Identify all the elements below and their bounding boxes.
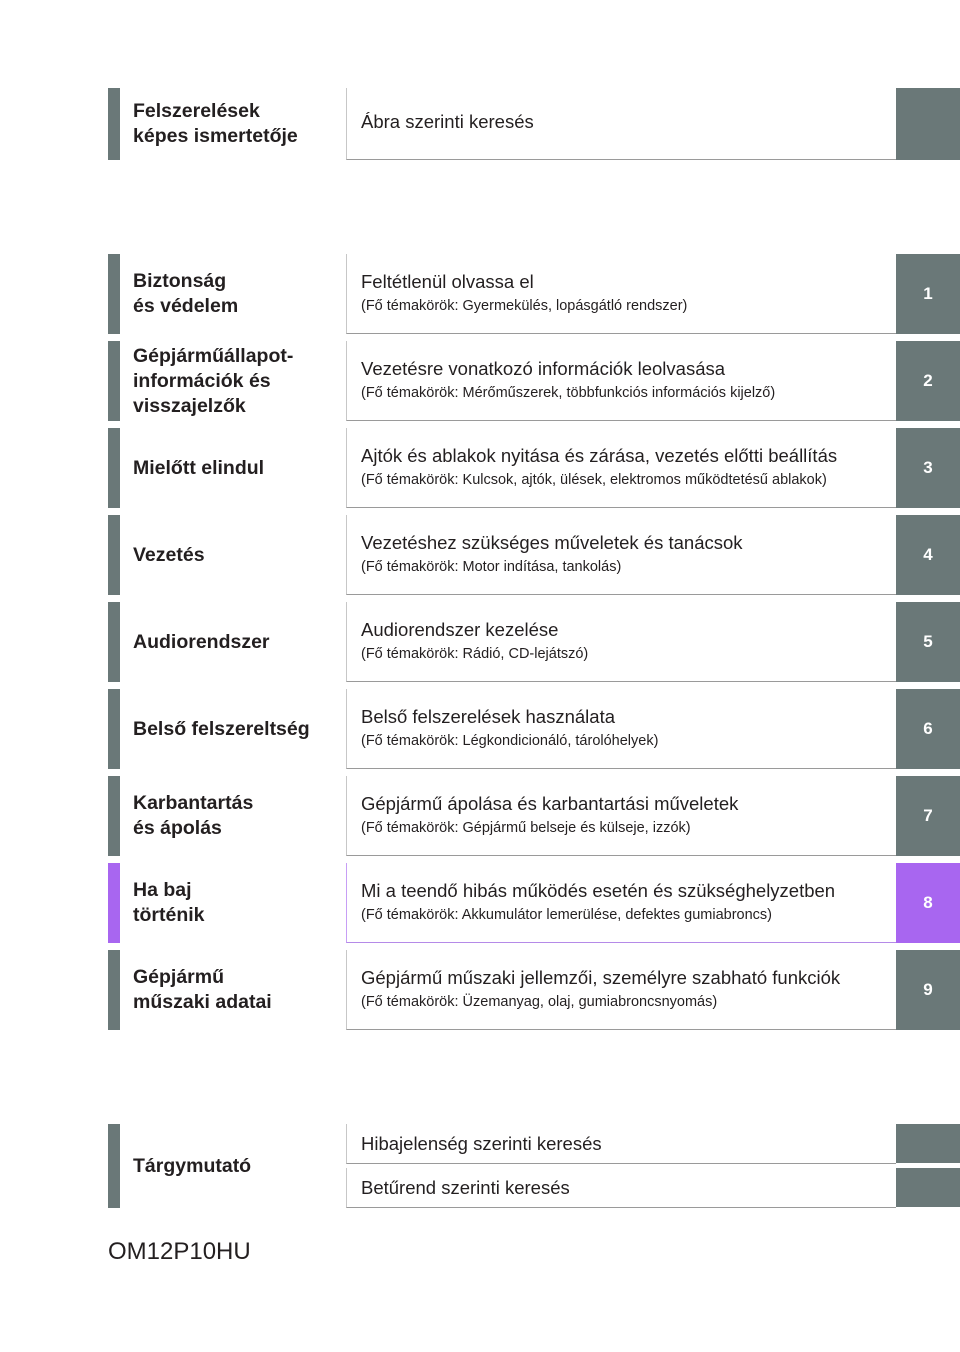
chapter-row-3[interactable] xyxy=(0,428,960,508)
chapter-label: Gépjárműállapot- információk és visszajelzők xyxy=(133,344,294,417)
chapter-row-7[interactable] xyxy=(0,776,960,856)
chapter-content[interactable] xyxy=(346,341,896,421)
chapter-topics: (Fő témakörök: Mérőműszerek, többfunkciós információs kijelző) xyxy=(361,384,776,401)
chapter-content[interactable] xyxy=(346,602,896,682)
section-bar xyxy=(108,428,120,508)
chapter-label: Vezetés xyxy=(133,543,205,566)
chapter-row-8[interactable] xyxy=(0,863,960,943)
chapter-content[interactable] xyxy=(346,515,896,595)
chapter-content[interactable] xyxy=(346,950,896,1030)
chapter-content[interactable] xyxy=(346,254,896,334)
chapter-title: Gépjármű ápolása és karbantartási műveletek xyxy=(361,792,739,814)
index-item-alphabetical-search[interactable]: Betűrend szerinti keresés xyxy=(346,1168,896,1208)
chapter-topics: (Fő témakörök: Gyermekülés, lopásgátló rendszer) xyxy=(361,297,688,314)
chapter-title: Belső felszerelések használata xyxy=(361,705,616,727)
picture-index-label: Felszerelések képes ismertetője xyxy=(133,100,298,147)
chapter-title: Feltétlenül olvassa el xyxy=(361,270,534,292)
index-item-symptom-search[interactable]: Hibajelenség szerinti keresés xyxy=(346,1124,896,1164)
chapter-tab-7[interactable]: 7 xyxy=(896,776,960,856)
chapter-label: Biztonság és védelem xyxy=(133,270,239,317)
chapter-row-4[interactable] xyxy=(0,515,960,595)
chapter-topics: (Fő témakörök: Motor indítása, tankolás) xyxy=(361,558,622,575)
section-bar xyxy=(108,950,120,1030)
section-bar xyxy=(108,254,120,334)
section-bar xyxy=(108,341,120,421)
chapter-label: Ha baj történik xyxy=(133,879,205,926)
chapter-title: Mi a teendő hibás működés esetén és szükséghelyzetben xyxy=(361,879,836,901)
chapter-title: Vezetéshez szükséges műveletek és tanácsok xyxy=(361,531,743,553)
chapter-label: Belső felszereltség xyxy=(133,717,310,740)
chapter-title: Ajtók és ablakok nyitása és zárása, vezetés előtti beállítás xyxy=(361,444,838,466)
chapter-tab-5[interactable]: 5 xyxy=(896,602,960,682)
chapter-title: Gépjármű műszaki jellemzői, személyre szabható funkciók xyxy=(361,966,841,988)
chapter-topics: (Fő témakörök: Üzemanyag, olaj, gumiabroncsnyomás) xyxy=(361,993,718,1010)
chapter-content[interactable] xyxy=(346,689,896,769)
chapter-row-2[interactable] xyxy=(0,341,960,421)
picture-index-content[interactable] xyxy=(346,88,896,160)
chapter-topics: (Fő témakörök: Légkondicionáló, tárolóhelyek) xyxy=(361,732,659,749)
chapter-label: Gépjármű műszaki adatai xyxy=(133,966,272,1013)
section-bar xyxy=(108,515,120,595)
chapter-tab-4[interactable]: 4 xyxy=(896,515,960,595)
chapter-tab-2[interactable]: 2 xyxy=(896,341,960,421)
picture-index-tab[interactable] xyxy=(896,88,960,160)
chapter-row-1[interactable] xyxy=(0,254,960,334)
section-bar xyxy=(108,863,120,943)
chapter-topics: (Fő témakörök: Gépjármű belseje és külseje, izzók) xyxy=(361,819,691,836)
chapter-content[interactable] xyxy=(346,428,896,508)
chapter-tab-3[interactable]: 3 xyxy=(896,428,960,508)
index-tab-2[interactable] xyxy=(896,1168,960,1207)
chapter-tab-6[interactable]: 6 xyxy=(896,689,960,769)
chapter-title: Vezetésre vonatkozó információk leolvasása xyxy=(361,357,726,379)
picture-index-main: Ábra szerinti keresés xyxy=(361,111,534,132)
chapter-tab-8[interactable]: 8 xyxy=(896,863,960,943)
chapter-tab-1[interactable]: 1 xyxy=(896,254,960,334)
chapter-row-6[interactable] xyxy=(0,689,960,769)
document-code: OM12P10HU xyxy=(108,1238,251,1265)
chapter-title: Audiorendszer kezelése xyxy=(361,618,559,640)
picture-index-row[interactable] xyxy=(0,88,960,160)
section-bar xyxy=(108,602,120,682)
chapter-topics: (Fő témakörök: Akkumulátor lemerülése, defektes gumiabroncs) xyxy=(361,906,773,923)
chapter-tab-9[interactable]: 9 xyxy=(896,950,960,1030)
section-bar xyxy=(108,689,120,769)
index-tab-1[interactable] xyxy=(896,1124,960,1163)
section-bar xyxy=(108,88,120,160)
chapter-label: Karbantartás és ápolás xyxy=(133,792,254,839)
chapter-row-9[interactable] xyxy=(0,950,960,1030)
chapter-content[interactable] xyxy=(346,863,896,943)
section-bar xyxy=(108,1124,120,1208)
chapter-topics: (Fő témakörök: Rádió, CD-lejátszó) xyxy=(361,645,589,662)
index-label: Tárgymutató xyxy=(133,1154,252,1177)
chapter-label: Audiorendszer xyxy=(133,630,270,653)
chapter-label: Mielőtt elindul xyxy=(133,456,265,479)
section-bar xyxy=(108,776,120,856)
chapter-topics: (Fő témakörök: Kulcsok, ajtók, ülések, elektromos működtetésű ablakok) xyxy=(361,471,827,488)
chapter-row-5[interactable] xyxy=(0,602,960,682)
chapter-content[interactable] xyxy=(346,776,896,856)
